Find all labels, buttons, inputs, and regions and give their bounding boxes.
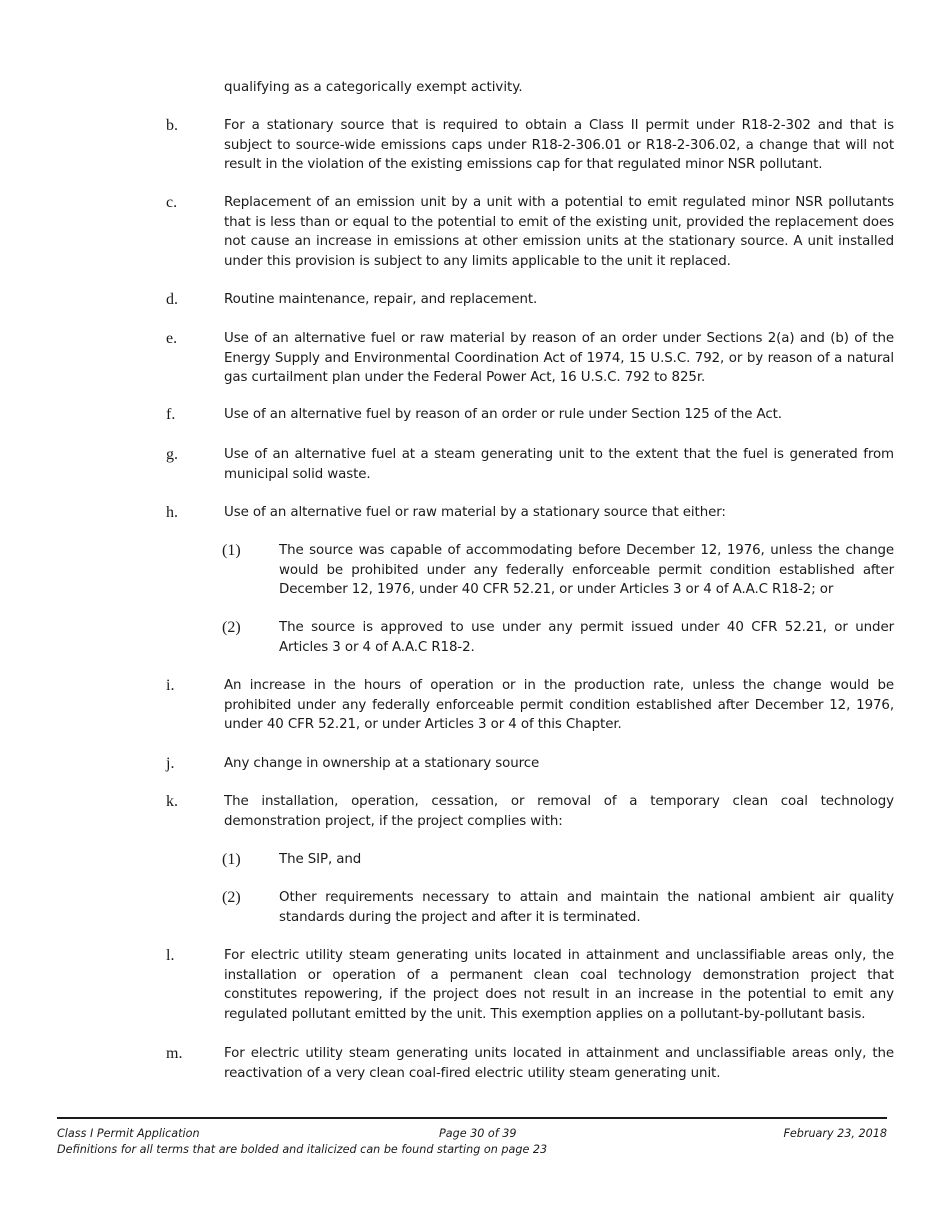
item-text: Routine maintenance, repair, and replacement. bbox=[224, 292, 538, 307]
item-text: Replacement of an emission unit by a unit with a potential to emit regulated minor NSR pollutants that is less than or equal to the potential to emit of the existing unit, provided the replacement does not cause an increase in emissions at other emission units at the stationary source. A unit installed under this provision is subject to any limits applicable to the unit it replaced. bbox=[224, 195, 894, 269]
item-text: Any change in ownership at a stationary source bbox=[224, 756, 540, 771]
item-text: An increase in the hours of operation or in the production rate, unless the change would be prohibited under any federally enforceable permit condition established after December 12, 1976, under 40 CFR 52.21, or under Articles 3 or 4 of this Chapter. bbox=[224, 678, 894, 732]
sub-item-label: (2) bbox=[222, 619, 241, 636]
item-text: Use of an alternative fuel or raw material by reason of an order under Sections 2(a) and (b) of the Energy Supply and Environmental Coordination Act of 1974, 15 U.S.C. 792, or by reason of a natural gas curtailment plan under the Federal Power Act, 16 U.S.C. 792 to 825r. bbox=[224, 331, 894, 385]
item-label: j. bbox=[166, 755, 175, 772]
sub-item-text: The SIP, and bbox=[279, 852, 362, 867]
sub-item-text: The source is approved to use under any permit issued under 40 CFR 52.21, or under Articles 3 or 4 of A.A.C R18-2. bbox=[279, 620, 894, 655]
footer-date: February 23, 2018 bbox=[783, 1127, 887, 1140]
item-text: Use of an alternative fuel or raw material by a stationary source that either: bbox=[224, 505, 726, 520]
item-label: i. bbox=[166, 677, 175, 694]
footer-divider bbox=[57, 1117, 887, 1119]
item-label: m. bbox=[166, 1045, 183, 1062]
item-text: The installation, operation, cessation, or removal of a temporary clean coal technology demonstration project, if the project complies with: bbox=[224, 794, 894, 829]
item-label: k. bbox=[166, 793, 178, 810]
footer-definitions-note: Definitions for all terms that are bolded and italicized can be found starting on page 23 bbox=[57, 1143, 548, 1156]
sub-item-text: Other requirements necessary to attain and maintain the national ambient air quality standards during the project and after it is terminated. bbox=[279, 890, 894, 925]
item-text: Use of an alternative fuel at a steam generating unit to the extent that the fuel is generated from municipal solid waste. bbox=[224, 447, 894, 482]
item-label: h. bbox=[166, 504, 178, 521]
item-text: For electric utility steam generating units located in attainment and unclassifiable areas only, the reactivation of a very clean coal-fired electric utility steam generating unit. bbox=[224, 1046, 894, 1081]
item-label: b. bbox=[166, 117, 178, 134]
sub-item-label: (1) bbox=[222, 542, 241, 559]
footer-document-title: Class I Permit Application bbox=[57, 1127, 200, 1140]
item-label: l. bbox=[166, 947, 175, 964]
sub-item-label: (1) bbox=[222, 851, 241, 868]
sub-item-label: (2) bbox=[222, 889, 241, 906]
footer-page-number: Page 30 of 39 bbox=[439, 1127, 517, 1140]
item-label: d. bbox=[166, 291, 178, 308]
item-label: c. bbox=[166, 194, 178, 211]
continued-text: qualifying as a categorically exempt activity. bbox=[224, 80, 523, 95]
item-label: g. bbox=[166, 446, 178, 463]
item-text: Use of an alternative fuel by reason of an order or rule under Section 125 of the Act. bbox=[224, 407, 782, 422]
item-text: For electric utility steam generating units located in attainment and unclassifiable areas only, the installation or operation of a permanent clean coal technology demonstration project that constitutes repowering, if the project does not result in an increase in the potential to emit any regulated pollutant emitted by the unit. This exemption applies on a pollutant-by-pollutant basis. bbox=[224, 948, 894, 1022]
item-label: e. bbox=[166, 330, 178, 347]
sub-item-text: The source was capable of accommodating before December 12, 1976, unless the change would be prohibited under any federally enforceable permit condition established after December 12, 1976, under 40 CFR 52.21, or under Articles 3 or 4 of A.A.C R18-2; or bbox=[279, 543, 894, 597]
item-text: For a stationary source that is required to obtain a Class II permit under R18-2-302 and that is subject to source-wide emissions caps under R18-2-306.01 or R18-2-306.02, a change that will not result in the violation of the existing emissions cap for that regulated minor NSR pollutant. bbox=[224, 118, 894, 172]
item-label: f. bbox=[166, 406, 176, 423]
